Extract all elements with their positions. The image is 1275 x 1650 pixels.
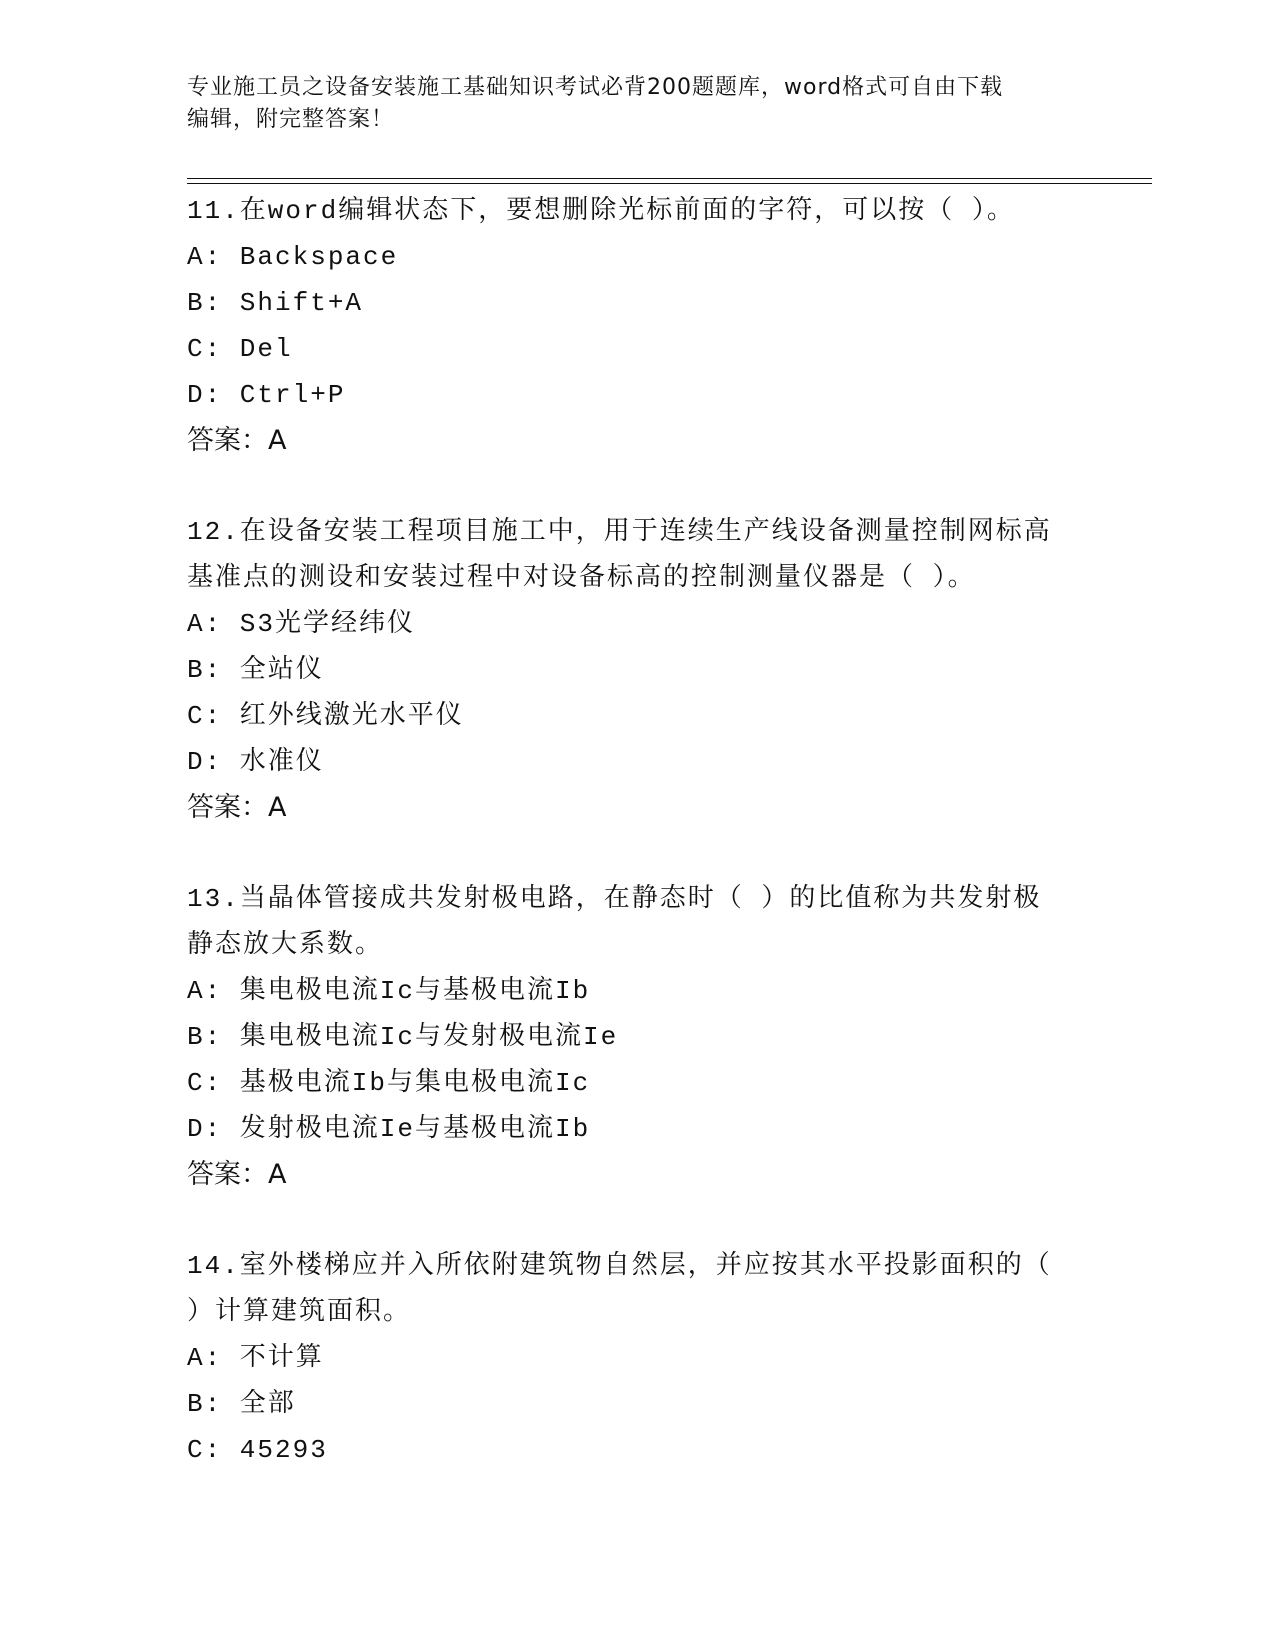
option-a: A: 集电极电流Ic与基极电流Ib — [187, 976, 591, 1006]
question-14 — [187, 1243, 1087, 1473]
header-line-1: 专业施工员之设备安装施工基础知识考试必背200题题库，word格式可自由下载 — [187, 75, 1004, 100]
option-d: D: 发射极电流Ie与基极电流Ib — [187, 1114, 591, 1144]
question-stem: 11.在word编辑状态下，要想删除光标前面的字符，可以按（ ）。 — [187, 196, 1015, 226]
header-divider-top — [187, 178, 1152, 179]
question-stem-line-1: 14.室外楼梯应并入所依附建筑物自然层，并应按其水平投影面积的（ — [187, 1251, 1052, 1281]
option-a: A: 不计算 — [187, 1343, 324, 1373]
document-header — [187, 72, 1067, 136]
option-b: B: 全部 — [187, 1389, 296, 1419]
question-12 — [187, 509, 1087, 831]
option-c: C: 45293 — [187, 1435, 328, 1465]
header-divider-bottom — [187, 183, 1152, 184]
option-c: C: 基极电流Ib与集电极电流Ic — [187, 1068, 591, 1098]
answer-label: 答案：A — [187, 792, 287, 823]
option-a: A: Backspace — [187, 242, 399, 272]
option-d: D: 水准仪 — [187, 747, 324, 777]
option-b: B: Shift+A — [187, 288, 364, 318]
option-b: B: 集电极电流Ic与发射极电流Ie — [187, 1022, 619, 1052]
answer-label: 答案：A — [187, 425, 287, 456]
question-list — [187, 188, 1087, 1473]
question-13 — [187, 876, 1087, 1198]
question-stem-line-2: 静态放大系数。 — [187, 930, 384, 960]
option-d: D: Ctrl+P — [187, 380, 346, 410]
header-line-2: 编辑，附完整答案！ — [187, 107, 395, 132]
option-c: C: Del — [187, 334, 293, 364]
question-11 — [187, 188, 1087, 464]
answer-label: 答案：A — [187, 1159, 287, 1190]
question-stem-line-2: ）计算建筑面积。 — [187, 1297, 412, 1327]
question-stem-line-1: 13.当晶体管接成共发射极电路，在静态时（ ）的比值称为共发射极 — [187, 884, 1042, 914]
question-stem-line-2: 基准点的测设和安装过程中对设备标高的控制测量仪器是（ ）。 — [187, 563, 976, 593]
option-b: B: 全站仪 — [187, 655, 324, 685]
option-c: C: 红外线激光水平仪 — [187, 701, 464, 731]
option-a: A: S3光学经纬仪 — [187, 609, 416, 639]
question-stem-line-1: 12.在设备安装工程项目施工中，用于连续生产线设备测量控制网标高 — [187, 517, 1052, 547]
